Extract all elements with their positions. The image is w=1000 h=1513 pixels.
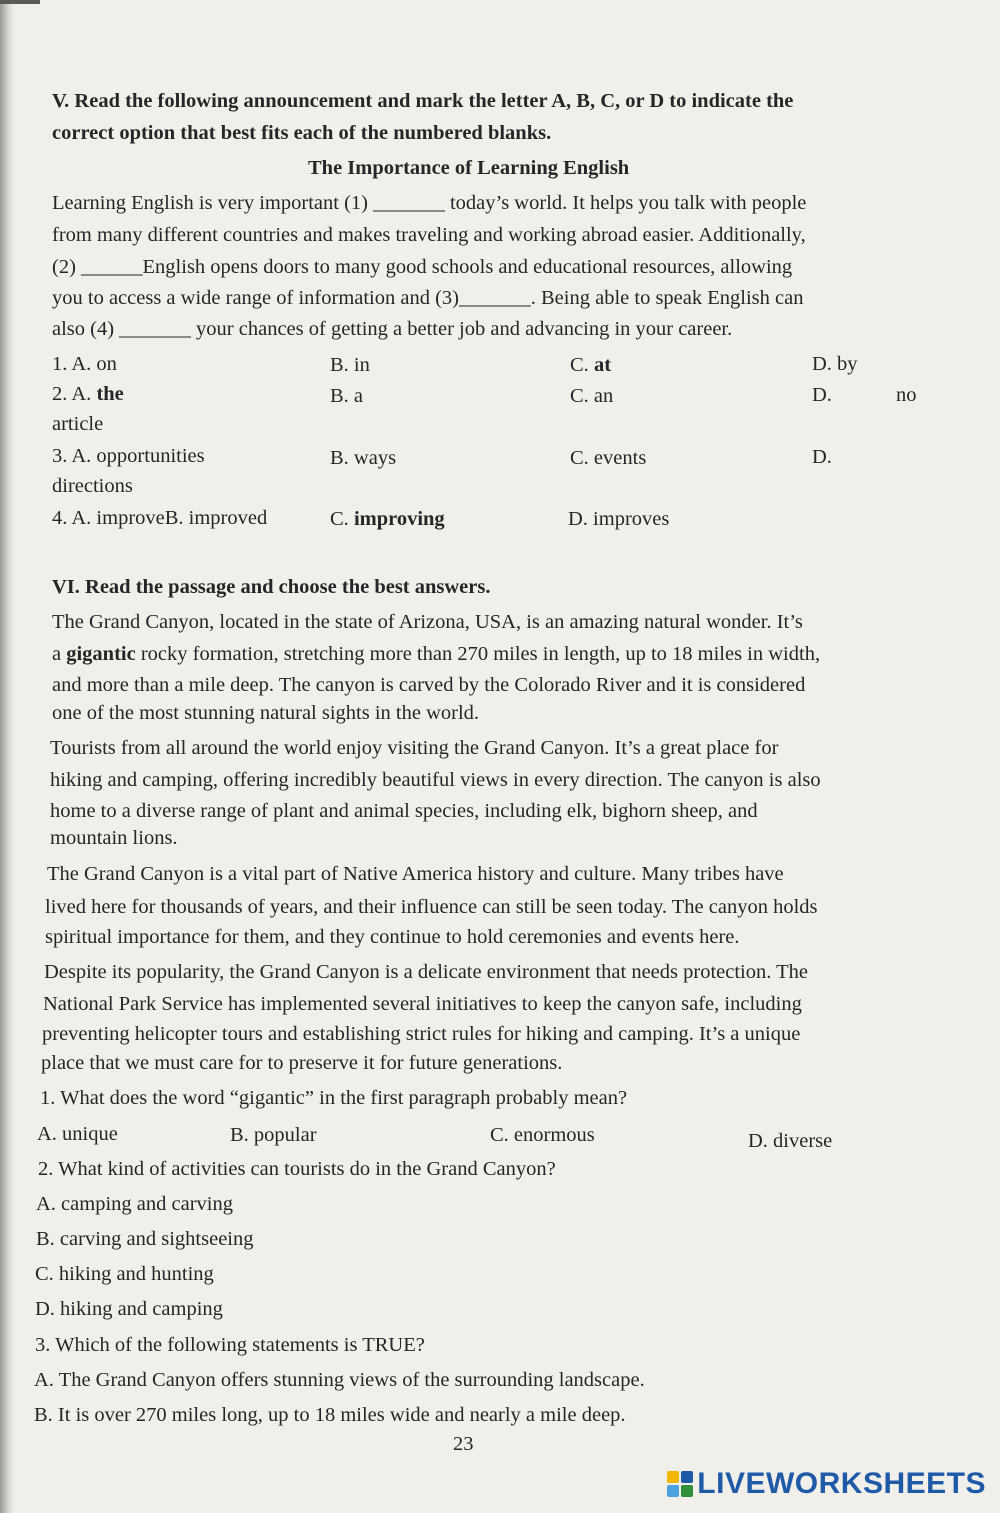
page-number: 23 [453,1433,474,1455]
p2-line-4: mountain lions. [50,827,178,849]
s5-q1-option-c-prefix: C. [570,354,594,376]
s6-q3-text: 3. Which of the following statements is TRUE? [35,1334,425,1356]
p1-line-1: The Grand Canyon, located in the state of Arizona, USA, is an amazing natural wonder. It’s [52,611,803,633]
highlighted-word-gigantic: gigantic [66,643,136,665]
s5-q2-option-b[interactable]: B. a [330,385,364,407]
s5-q1-option-b[interactable]: B. in [330,354,370,376]
p1-line-2 [52,642,820,667]
s5-q4-option-c-prefix: C. [330,508,354,530]
section5-line-2: from many different countries and makes traveling and working abroad easier. Additionally, [52,224,806,246]
s5-q2-option-d-wrap: article [52,413,104,435]
s5-q4-option-a-b[interactable]: 4. A. improveB. improved [52,507,268,529]
p2-line-3: home to a diverse range of plant and animal species, including elk, bighorn sheep, and [50,800,758,822]
section5-line-1: Learning English is very important (1) _______ today’s world. It helps you talk with people [52,192,807,214]
p2-line-2: hiking and camping, offering incredibly beautiful views in every direction. The canyon is also [50,769,821,791]
p1-line-2-post: rocky formation, stretching more than 270 miles in length, up to 18 miles in width, [135,643,821,665]
section6-title: VI. Read the passage and choose the best answers. [52,576,491,598]
s6-q1-option-d[interactable]: D. diverse [748,1130,833,1152]
p3-line-1: The Grand Canyon is a vital part of Native America history and culture. Many tribes have [47,863,784,885]
s5-q3-option-d-wrap: directions [52,475,133,497]
p3-line-2: lived here for thousands of years, and their influence can still be seen today. The canyon holds [45,896,818,918]
section5-line-5: also (4) _______ your chances of getting a better job and advancing in your career. [52,318,733,340]
p1-line-4: one of the most stunning natural sights in the world. [52,702,480,724]
s6-q1-text: 1. What does the word “gigantic” in the first paragraph probably mean? [40,1087,628,1109]
liveworksheets-logo-text: LIVEWORKSHEETS [697,1467,986,1500]
s5-q3-option-c[interactable]: C. events [570,447,647,469]
p4-line-3: preventing helicopter tours and establishing strict rules for hiking and camping. It’s a unique [42,1023,801,1045]
section5-title-line2: correct option that best fits each of the numbered blanks. [52,122,552,144]
s5-q3-option-a[interactable]: 3. A. opportunities [52,445,205,467]
s6-q3-option-a[interactable]: A. The Grand Canyon offers stunning views of the surrounding landscape. [34,1369,645,1391]
s6-q2-text: 2. What kind of activities can tourists do in the Grand Canyon? [38,1158,556,1180]
s6-q1-option-a[interactable]: A. unique [37,1123,118,1145]
s5-q2-option-a-prefix: 2. A. [52,383,97,405]
section5-line-4: you to access a wide range of information and (3)_______. Being able to speak English can [52,287,804,309]
section5-title-line1: V. Read the following announcement and mark the letter A, B, C, or D to indicate the [52,90,794,112]
s5-q3-option-b[interactable]: B. ways [330,447,397,469]
s5-q4-option-c-answer: improving [353,508,445,530]
s6-q3-option-b[interactable]: B. It is over 270 miles long, up to 18 miles wide and nearly a mile deep. [34,1404,626,1426]
s5-q1-option-c-answer: at [593,354,612,376]
liveworksheets-logo-icon [667,1471,693,1497]
section5-line-3: (2) ______English opens doors to many good schools and educational resources, allowing [52,256,793,278]
s6-q1-option-b[interactable]: B. popular [230,1124,317,1146]
p1-line-2-pre: a [52,643,67,665]
p4-line-2: National Park Service has implemented several initiatives to keep the canyon safe, including [43,993,802,1015]
p2-line-1: Tourists from all around the world enjoy visiting the Grand Canyon. It’s a great place for [50,737,779,759]
page-corner-mark [0,0,40,4]
s5-q2-option-d[interactable]: D. [812,384,832,406]
page-shadow-edge [0,0,14,1513]
s5-q1-option-c[interactable] [570,353,611,378]
s6-q1-option-c[interactable]: C. enormous [490,1124,595,1146]
passage-title: The Importance of Learning English [308,157,630,179]
p1-line-3: and more than a mile deep. The canyon is carved by the Colorado River and it is considered [52,674,806,696]
s5-q3-option-d[interactable]: D. [812,446,832,468]
s5-q1-option-a[interactable]: 1. A. on [52,353,117,375]
s6-q2-option-c[interactable]: C. hiking and hunting [35,1263,214,1285]
s5-q2-option-d-tail: no [896,384,917,406]
p4-line-1: Despite its popularity, the Grand Canyon is a delicate environment that needs protection. The [44,961,808,983]
s5-q2-option-a-answer: the [96,383,124,405]
s5-q2-option-c[interactable]: C. an [570,385,614,407]
liveworksheets-logo [667,1467,986,1501]
s5-q2-option-a[interactable] [52,382,124,407]
p4-line-4: place that we must care for to preserve it for future generations. [41,1052,563,1074]
s6-q2-option-a[interactable]: A. camping and carving [36,1193,233,1215]
p3-line-3: spiritual importance for them, and they continue to hold ceremonies and events here. [45,926,740,948]
s6-q2-option-b[interactable]: B. carving and sightseeing [36,1228,254,1250]
s6-q2-option-d[interactable]: D. hiking and camping [35,1298,223,1320]
s5-q4-option-c[interactable] [330,507,445,532]
s5-q1-option-d[interactable]: D. by [812,353,858,375]
s5-q4-option-d[interactable]: D. improves [568,508,670,530]
